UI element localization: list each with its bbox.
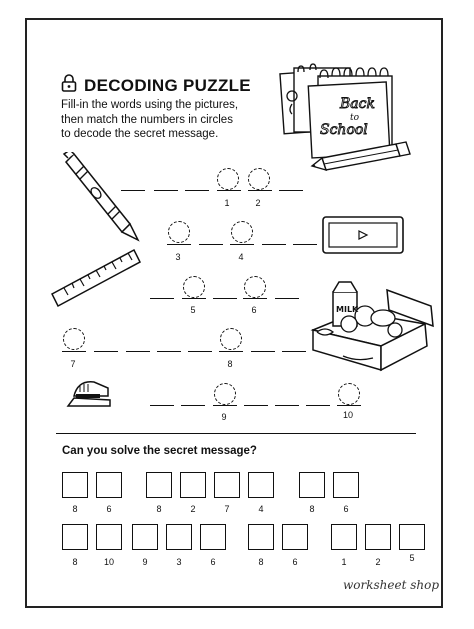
answer-number: 8 bbox=[156, 504, 162, 514]
circle-number: 9 bbox=[221, 412, 227, 422]
answer-box[interactable] bbox=[333, 472, 359, 498]
answer-box[interactable] bbox=[248, 524, 274, 550]
answer-box[interactable] bbox=[62, 524, 88, 550]
answer-number: 2 bbox=[375, 557, 381, 567]
circle-number: 7 bbox=[70, 359, 76, 369]
answer-number: 7 bbox=[224, 504, 230, 514]
numbered-circle[interactable] bbox=[217, 168, 239, 190]
circle-number: 2 bbox=[255, 198, 261, 208]
answer-box[interactable] bbox=[399, 524, 425, 550]
section-divider bbox=[56, 433, 416, 434]
answer-box[interactable] bbox=[62, 472, 88, 498]
letter-blank[interactable] bbox=[293, 244, 317, 245]
instruction-line: Fill-in the words using the pictures, bbox=[61, 99, 239, 111]
numbered-circle[interactable] bbox=[214, 383, 236, 405]
circle-number: 1 bbox=[224, 198, 230, 208]
notebook-icon bbox=[278, 58, 418, 178]
letter-blank[interactable] bbox=[126, 351, 150, 352]
instruction-line: then match the numbers in circles bbox=[61, 113, 233, 126]
lunchbox-icon bbox=[303, 276, 439, 374]
letter-blank[interactable] bbox=[213, 298, 237, 299]
letter-blank[interactable] bbox=[230, 244, 254, 245]
answer-number: 6 bbox=[210, 557, 216, 567]
letter-blank[interactable] bbox=[262, 244, 286, 245]
answer-number: 10 bbox=[103, 557, 114, 567]
letter-blank[interactable] bbox=[306, 405, 330, 406]
letter-blank[interactable] bbox=[185, 190, 209, 191]
letter-blank[interactable] bbox=[282, 351, 306, 352]
answer-number: 8 bbox=[72, 557, 78, 567]
circle-number: 4 bbox=[238, 252, 244, 262]
answer-number: 3 bbox=[176, 557, 182, 567]
answer-box[interactable] bbox=[180, 472, 206, 498]
letter-blank[interactable] bbox=[244, 405, 268, 406]
answer-number: 2 bbox=[190, 504, 196, 514]
letter-blank[interactable] bbox=[199, 244, 223, 245]
letter-blank[interactable] bbox=[181, 405, 205, 406]
answer-box[interactable] bbox=[96, 472, 122, 498]
notebook-word: Back bbox=[340, 96, 375, 112]
letter-blank[interactable] bbox=[243, 298, 267, 299]
letter-blank[interactable] bbox=[275, 405, 299, 406]
letter-blank[interactable] bbox=[154, 190, 178, 191]
letter-blank[interactable] bbox=[62, 351, 86, 352]
letter-blank[interactable] bbox=[121, 190, 145, 191]
answer-number: 4 bbox=[258, 504, 264, 514]
letter-blank[interactable] bbox=[279, 190, 303, 191]
footer-brand: worksheet shop bbox=[343, 578, 440, 592]
answer-box[interactable] bbox=[96, 524, 122, 550]
question-heading: Can you solve the secret message? bbox=[62, 445, 257, 457]
letter-blank[interactable] bbox=[167, 244, 191, 245]
answer-number: 8 bbox=[309, 504, 315, 514]
letter-blank[interactable] bbox=[150, 298, 174, 299]
circle-number: 5 bbox=[190, 305, 196, 315]
circle-number: 10 bbox=[342, 410, 353, 420]
answer-number: 6 bbox=[292, 557, 298, 567]
letter-blank[interactable] bbox=[188, 351, 212, 352]
video-icon bbox=[321, 215, 405, 255]
answer-box[interactable] bbox=[331, 524, 357, 550]
answer-box[interactable] bbox=[282, 524, 308, 550]
answer-number: 6 bbox=[106, 504, 112, 514]
letter-blank[interactable] bbox=[219, 351, 243, 352]
letter-blank[interactable] bbox=[150, 405, 174, 406]
letter-blank[interactable] bbox=[182, 298, 206, 299]
numbered-circle[interactable] bbox=[248, 168, 270, 190]
circle-number: 8 bbox=[227, 359, 233, 369]
numbered-circle[interactable] bbox=[220, 328, 242, 350]
letter-blank[interactable] bbox=[248, 190, 272, 191]
answer-box[interactable] bbox=[200, 524, 226, 550]
letter-blank[interactable] bbox=[94, 351, 118, 352]
page-title: DECODING PUZZLE bbox=[84, 76, 251, 95]
answer-number: 5 bbox=[409, 553, 415, 563]
answer-number: 8 bbox=[72, 504, 78, 514]
notebook-word: to bbox=[350, 113, 360, 123]
answer-box[interactable] bbox=[214, 472, 240, 498]
answer-number: 6 bbox=[343, 504, 349, 514]
lock-icon bbox=[61, 74, 77, 92]
letter-blank[interactable] bbox=[157, 351, 181, 352]
answer-box[interactable] bbox=[146, 472, 172, 498]
answer-number: 1 bbox=[341, 557, 347, 567]
letter-blank[interactable] bbox=[275, 298, 299, 299]
crayon-icon bbox=[60, 152, 140, 242]
instructions bbox=[61, 98, 271, 142]
notebook-word: School bbox=[320, 122, 368, 138]
numbered-circle[interactable] bbox=[168, 221, 190, 243]
ruler-icon bbox=[50, 246, 142, 314]
answer-box[interactable] bbox=[166, 524, 192, 550]
answer-box[interactable] bbox=[132, 524, 158, 550]
numbered-circle[interactable] bbox=[338, 383, 360, 405]
answer-number: 8 bbox=[258, 557, 264, 567]
letter-blank[interactable] bbox=[217, 190, 241, 191]
stapler-icon bbox=[64, 376, 114, 412]
numbered-circle[interactable] bbox=[183, 276, 205, 298]
instruction-line: to decode the secret message. bbox=[61, 128, 219, 140]
answer-box[interactable] bbox=[299, 472, 325, 498]
svg-text:MILK: MILK bbox=[336, 305, 359, 314]
circle-number: 6 bbox=[251, 305, 257, 315]
answer-number: 9 bbox=[142, 557, 148, 567]
letter-blank[interactable] bbox=[337, 405, 361, 406]
numbered-circle[interactable] bbox=[244, 276, 266, 298]
numbered-circle[interactable] bbox=[63, 328, 85, 350]
letter-blank[interactable] bbox=[251, 351, 275, 352]
letter-blank[interactable] bbox=[213, 405, 237, 406]
circle-number: 3 bbox=[175, 252, 181, 262]
numbered-circle[interactable] bbox=[231, 221, 253, 243]
answer-box[interactable] bbox=[248, 472, 274, 498]
answer-box[interactable] bbox=[365, 524, 391, 550]
